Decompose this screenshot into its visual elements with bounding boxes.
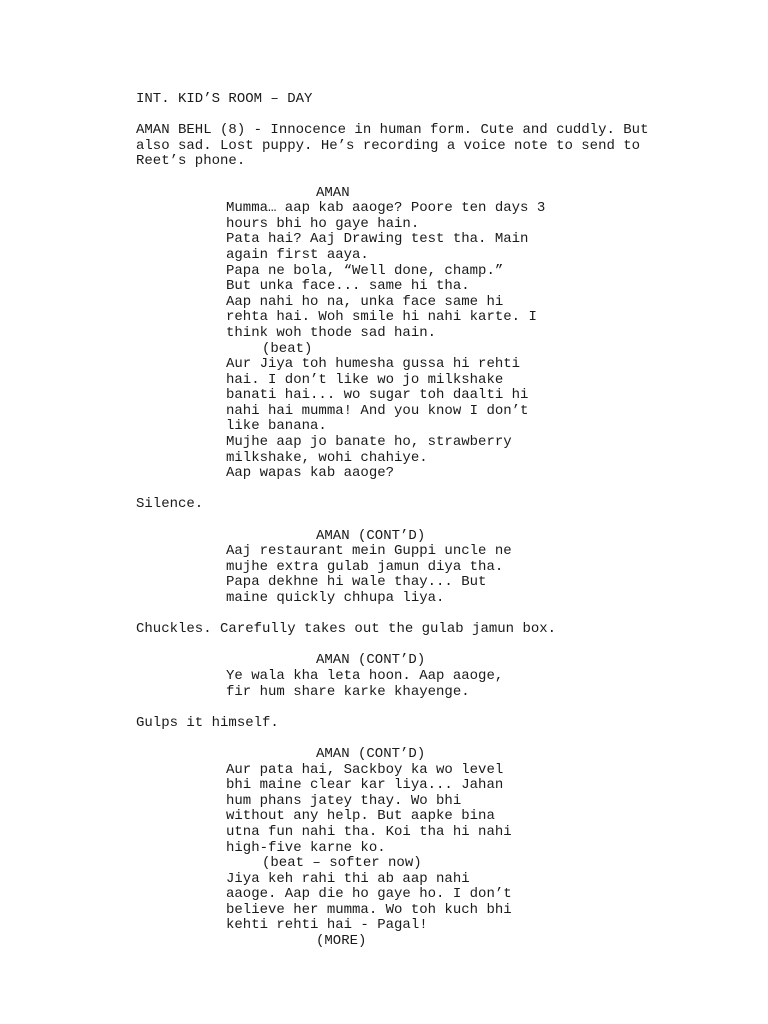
action-line: Silence. [136,496,204,513]
blank-line [136,731,736,747]
character-cue: AMAN (CONT’D) [316,652,426,669]
more-marker: (MORE) [316,933,367,950]
action-line: Chuckles. Carefully takes out the gulab jamun box. [136,621,557,638]
dialogue-text: Aur pata hai, Sackboy ka wo level bhi maine clear kar liya... Jahan hum phans jatey thay. Wo bhi without any help. But aapke bina utna fun nahi tha. Koi tha hi nahi high-five karne ko. [226,761,512,856]
action-line: Gulps it himself. [136,714,279,731]
screenplay-page [136,92,736,950]
blank-line [136,170,736,186]
dialogue-text: Aur Jiya toh humesha gussa hi rehti hai. I don’t like wo jo milkshake banati hai... wo sugar toh daalti hi nahi hai mumma! And you know I don’t like banana. Mujhe aap jo banate ho, strawberry milkshake, wohi chahiye. Aap wapas kab aaoge? [226,356,529,482]
blank-line [136,607,736,623]
parenthetical: (beat) [262,340,313,357]
blank-line [136,700,736,716]
action-line: AMAN BEHL (8) - Innocence in human form. Cute and cuddly. But also sad. Lost puppy. He’s recording a voice note to send to Reet’s phone. [136,122,649,170]
character-cue: AMAN [316,184,350,201]
character-cue: AMAN (CONT’D) [316,527,426,544]
scene-heading: INT. KID’S ROOM – DAY [136,91,313,107]
blank-line [136,638,736,654]
dialogue-text: Mumma… aap kab aaoge? Poore ten days 3 hours bhi ho gaye hain. Pata hai? Aaj Drawing test tha. Main again first aaya. Papa ne bola, “Well done, champ.” But unka face... same hi tha. Aap nahi ho na, unka face same hi rehta hai. Woh smile hi nahi karte. I think woh thode sad hain. [226,200,546,341]
blank-line [136,513,736,529]
blank-line [136,108,736,124]
dialogue-text: Aaj restaurant mein Guppi uncle ne mujhe extra gulab jamun diya tha. Papa dekhne hi wale thay... But maine quickly chhupa liya. [226,543,512,606]
dialogue-text: Ye wala kha leta hoon. Aap aaoge, fir hum share karke khayenge. [226,667,504,700]
character-cue: AMAN (CONT’D) [316,745,426,762]
blank-line [136,482,736,498]
dialogue-text: Jiya keh rahi thi ab aap nahi aaoge. Aap die ho gaye ho. I don’t believe her mumma. Wo toh kuch bhi kehti rehti hai - Pagal! [226,870,512,934]
parenthetical: (beat – softer now) [262,855,422,872]
